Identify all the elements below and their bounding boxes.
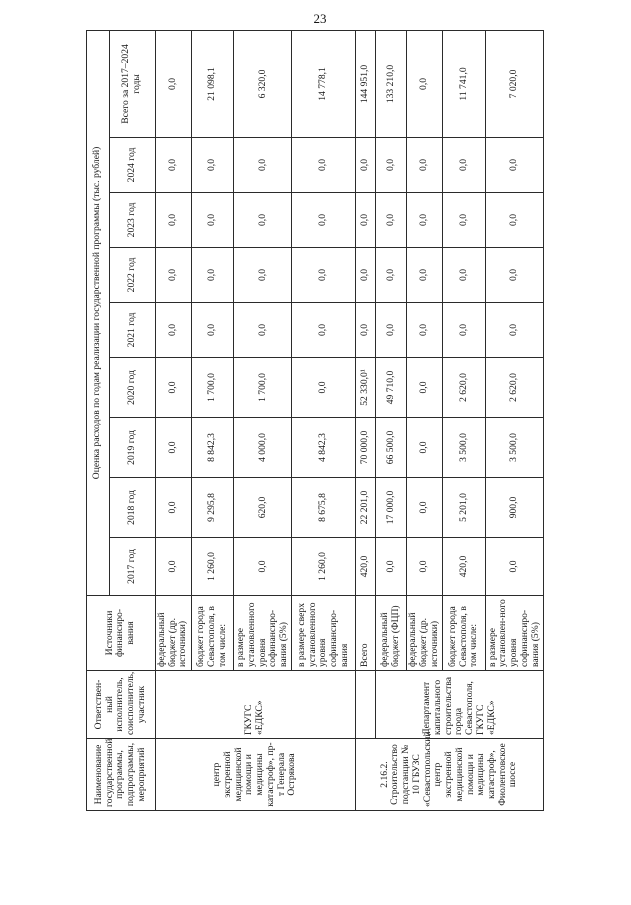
rotated-table-wrapper	[86, 31, 544, 811]
value-cell: 1 700,0	[191, 358, 234, 418]
value-cell: 0,0	[443, 138, 486, 193]
source-cell: в размере сверх установленного уровня софинансиро-вания	[292, 596, 355, 671]
header-estimate-title: Оценка расходов по годам реализации государственной программы (тыс. рублей)	[87, 30, 110, 595]
value-cell: 3 500,0	[443, 418, 486, 478]
header-year: 2019 год	[109, 418, 155, 478]
value-cell: 0,0	[155, 478, 191, 538]
value-cell: 66 500,0	[376, 418, 407, 478]
value-cell: 0,0	[443, 193, 486, 248]
header-year: 2023 год	[109, 193, 155, 248]
value-cell: 0,0	[407, 193, 443, 248]
value-cell: 0,0	[155, 538, 191, 596]
total-cell: 6 320,0	[234, 30, 292, 137]
value-cell: 0,0	[407, 418, 443, 478]
value-cell: 0,0	[485, 303, 543, 358]
value-cell: 0,0	[155, 248, 191, 303]
value-cell: 0,0	[485, 193, 543, 248]
source-cell: федеральный бюджет (ФЦП)	[376, 596, 407, 671]
value-cell: 0,0	[355, 248, 375, 303]
header-year: 2022 год	[109, 248, 155, 303]
item-name: центр экстренной медицинской помощи и медицины катастроф», пр-т Генерала Острякова	[155, 739, 355, 811]
budget-table	[86, 30, 544, 811]
total-cell: 21 098,1	[191, 30, 234, 137]
total-cell: 133 210,0	[376, 30, 407, 137]
value-cell: 9 295,8	[191, 478, 234, 538]
value-cell: 1 260,0	[191, 538, 234, 596]
value-cell: 0,0	[376, 538, 407, 596]
table-row	[376, 30, 407, 810]
value-cell: 0,0	[292, 193, 355, 248]
value-cell: 0,0	[407, 138, 443, 193]
value-cell: 0,0	[376, 138, 407, 193]
source-cell: в размере установленного уровня софинансиро-вания (5%)	[234, 596, 292, 671]
value-cell: 70 000,0	[355, 418, 375, 478]
header-year: 2018 год	[109, 478, 155, 538]
value-cell: 0,0	[292, 248, 355, 303]
value-cell: 0,0	[355, 138, 375, 193]
value-cell: 0,0	[407, 538, 443, 596]
value-cell: 5 201,0	[443, 478, 486, 538]
source-cell: в размере установлен-ного уровня софинансиро-вания (5%)	[485, 596, 543, 671]
value-cell: 0,0	[407, 478, 443, 538]
value-cell: 2 620,0	[443, 358, 486, 418]
item-responsible: ГКУГС «ЕДКС»	[155, 671, 355, 739]
total-cell: 7 020,0	[485, 30, 543, 137]
value-cell: 0,0	[191, 248, 234, 303]
header-name: Наименование государственной программы, подпрограммы, мероприятий	[87, 739, 156, 811]
value-cell: 1 700,0	[234, 358, 292, 418]
header-year: 2017 год	[109, 538, 155, 596]
value-cell: 420,0	[355, 538, 375, 596]
value-cell: 0,0	[191, 193, 234, 248]
value-cell: 0,0	[407, 358, 443, 418]
value-cell: 0,0	[292, 303, 355, 358]
source-cell: бюджет города Севастополя, в том числе:	[191, 596, 234, 671]
source-cell: бюджет города Севастополя, в том числе:	[443, 596, 486, 671]
value-cell: 8 842,3	[191, 418, 234, 478]
value-cell: 620,0	[234, 478, 292, 538]
value-cell: 0,0	[376, 248, 407, 303]
value-cell: 0,0	[355, 193, 375, 248]
item-responsible-empty	[355, 671, 375, 739]
value-cell: 3 500,0	[485, 418, 543, 478]
source-cell: федеральный бюджет (др. источники)	[155, 596, 191, 671]
value-cell: 0,0	[234, 138, 292, 193]
table-row	[155, 30, 191, 810]
source-cell: Всего	[355, 596, 375, 671]
value-cell: 0,0	[234, 303, 292, 358]
value-cell: 22 201,0	[355, 478, 375, 538]
value-cell: 0,0	[485, 138, 543, 193]
total-cell: 0,0	[407, 30, 443, 137]
value-cell: 900,0	[485, 478, 543, 538]
value-cell: 0,0	[407, 248, 443, 303]
value-cell: 49 710,0	[376, 358, 407, 418]
total-cell: 144 951,0	[355, 30, 375, 137]
value-cell: 0,0	[155, 418, 191, 478]
value-cell: 0,0	[191, 303, 234, 358]
value-cell: 2 620,0	[485, 358, 543, 418]
header-year: 2020 год	[109, 358, 155, 418]
value-cell: 0,0	[155, 138, 191, 193]
source-cell: федеральный бюджет (др. источники)	[407, 596, 443, 671]
total-cell: 11 741,0	[443, 30, 486, 137]
value-cell: 0,0	[292, 358, 355, 418]
value-cell: 52 330,0¹	[355, 358, 375, 418]
value-cell: 0,0	[234, 538, 292, 596]
value-cell: 0,0	[292, 138, 355, 193]
value-cell: 4 000,0	[234, 418, 292, 478]
value-cell: 0,0	[155, 358, 191, 418]
value-cell: 0,0	[407, 303, 443, 358]
table-row	[355, 30, 375, 810]
value-cell: 8 675,8	[292, 478, 355, 538]
item-responsible: Департамент капитального строительства города Севастополя, ГКУГС «ЕДКС»	[376, 671, 544, 739]
value-cell: 0,0	[485, 248, 543, 303]
total-cell: 0,0	[155, 30, 191, 137]
page-number: 23	[313, 11, 327, 26]
value-cell: 0,0	[191, 138, 234, 193]
value-cell: 0,0	[155, 193, 191, 248]
header-sources: Источники финансиро-вания	[87, 596, 156, 671]
header-year: 2021 год	[109, 303, 155, 358]
item-name: 2.16.2. Строительство подстанции № 10 ГБУЗС «Севастопольский центр экстренной медицинской помощи и медицины катастроф», Фиолентовское шоссе	[355, 739, 543, 811]
header-year: 2024 год	[109, 138, 155, 193]
value-cell: 0,0	[376, 303, 407, 358]
value-cell: 0,0	[155, 303, 191, 358]
value-cell: 0,0	[355, 303, 375, 358]
header-responsible: Ответствен-ный исполнитель, соисполнитель, участник	[87, 671, 156, 739]
value-cell: 1 260,0	[292, 538, 355, 596]
value-cell: 17 000,0	[376, 478, 407, 538]
header-total: Всего за 2017–2024 годы	[109, 30, 155, 137]
value-cell: 0,0	[376, 193, 407, 248]
value-cell: 0,0	[443, 303, 486, 358]
value-cell: 420,0	[443, 538, 486, 596]
value-cell: 0,0	[485, 538, 543, 596]
value-cell: 0,0	[234, 248, 292, 303]
value-cell: 0,0	[443, 248, 486, 303]
value-cell: 4 842,3	[292, 418, 355, 478]
value-cell: 0,0	[234, 193, 292, 248]
total-cell: 14 778,1	[292, 30, 355, 137]
